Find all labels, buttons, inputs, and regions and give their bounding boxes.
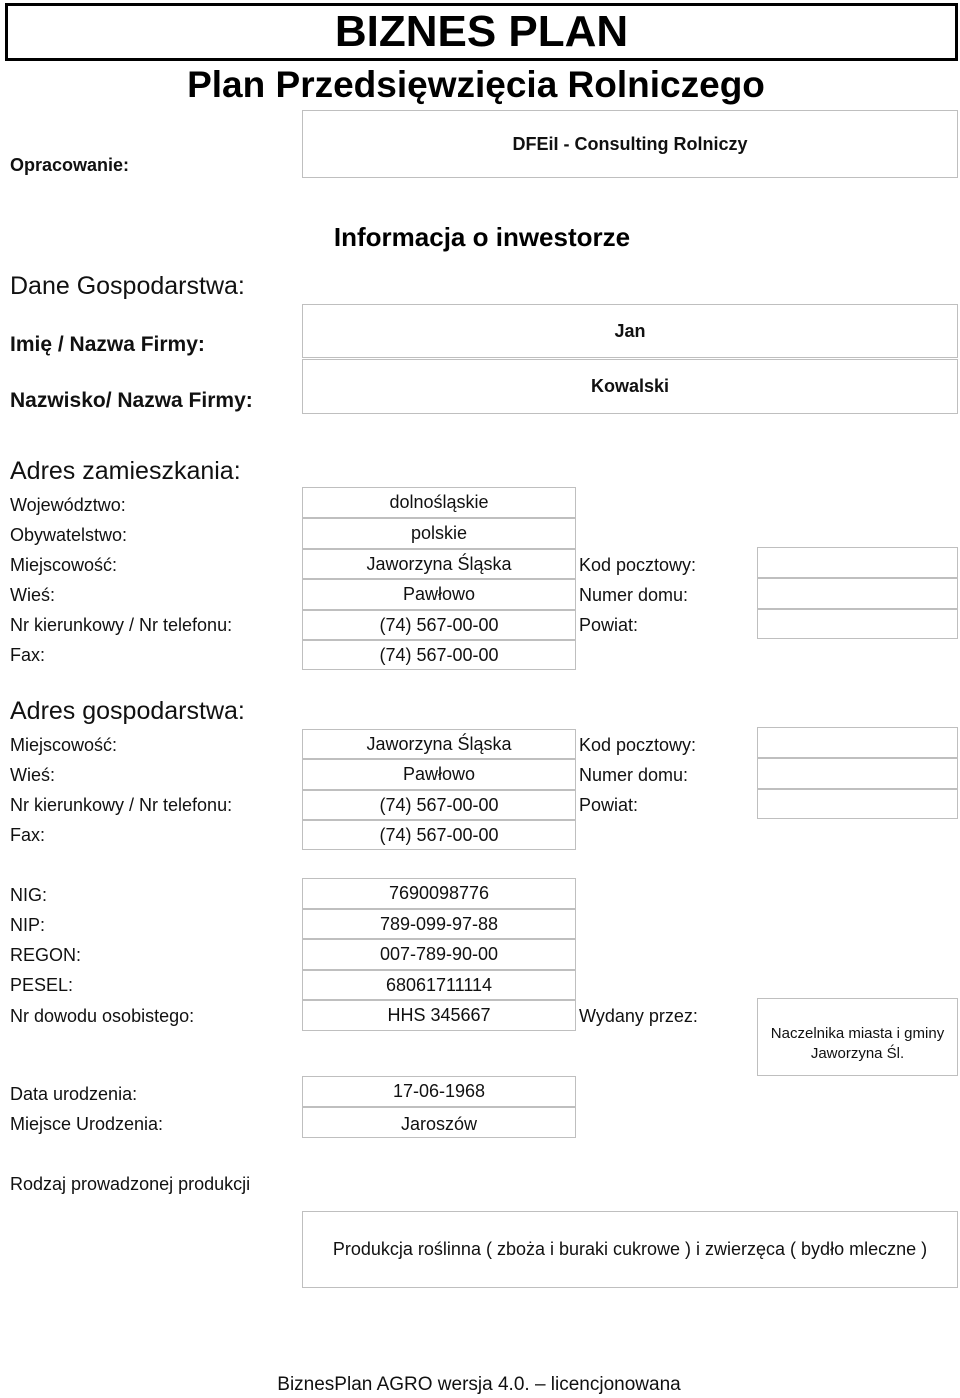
regon-label: REGON:: [10, 945, 82, 965]
document-subtitle: Plan Przedsięwzięcia Rolniczego: [187, 64, 765, 105]
last-name-label: Nazwisko/ Nazwa Firmy:: [10, 389, 253, 412]
production-label: Rodzaj prowadzonej produkcji: [10, 1174, 251, 1194]
res-fax-value: (74) 567-00-00: [302, 640, 576, 670]
farm-postal-value: [757, 727, 958, 758]
farm-house-label: Numer domu:: [579, 765, 689, 785]
farm-fax-value: (74) 567-00-00: [302, 820, 576, 850]
citizenship-value: polskie: [302, 518, 576, 549]
footer-text: BiznesPlan AGRO wersja 4.0. – licencjonowana: [277, 1374, 681, 1395]
farm-data-heading: Dane Gospodarstwa:: [10, 272, 245, 300]
residence-heading: Adres zamieszkania:: [10, 457, 241, 485]
prepared-value: DFEiI - Consulting Rolniczy: [302, 110, 958, 178]
res-postal-label: Kod pocztowy:: [579, 555, 697, 575]
farm-city-label: Miejscowość:: [10, 735, 118, 755]
prepared-label: Opracowanie:: [10, 155, 130, 175]
pesel-label: PESEL:: [10, 975, 74, 995]
nig-value: 7690098776: [302, 878, 576, 909]
farm-postal-label: Kod pocztowy:: [579, 735, 697, 755]
farm-fax-label: Fax:: [10, 825, 46, 845]
issued-value: Naczelnika miasta i gminy Jaworzyna Śl.: [757, 998, 958, 1076]
first-name-label: Imię / Nazwa Firmy:: [10, 333, 205, 356]
res-phone-label: Nr kierunkowy / Nr telefonu:: [10, 615, 233, 635]
farm-phone-value: (74) 567-00-00: [302, 790, 576, 820]
birth-place-value: Jaroszów: [302, 1107, 576, 1138]
birth-date-label: Data urodzenia:: [10, 1084, 138, 1104]
res-county-label: Powiat:: [579, 615, 639, 635]
farm-phone-label: Nr kierunkowy / Nr telefonu:: [10, 795, 233, 815]
farm-county-value: [757, 789, 958, 819]
res-county-value: [757, 609, 958, 639]
res-city-value: Jaworzyna Śląska: [302, 549, 576, 579]
id-card-label: Nr dowodu osobistego:: [10, 1006, 195, 1026]
title-box: [5, 3, 958, 61]
investor-heading: Informacja o inwestorze: [333, 222, 631, 252]
nip-label: NIP:: [10, 915, 46, 935]
res-house-label: Numer domu:: [579, 585, 689, 605]
nip-value: 789-099-97-88: [302, 909, 576, 939]
res-house-value: [757, 578, 958, 609]
farm-city-value: Jaworzyna Śląska: [302, 729, 576, 759]
regon-value: 007-789-90-00: [302, 939, 576, 970]
farm-village-label: Wieś:: [10, 765, 55, 785]
voivodeship-label: Województwo:: [10, 495, 126, 515]
issued-label: Wydany przez:: [579, 1006, 698, 1026]
birth-place-label: Miejsce Urodzenia:: [10, 1114, 164, 1134]
res-village-value: Pawłowo: [302, 579, 576, 610]
pesel-value: 68061711114: [302, 970, 576, 1000]
farm-house-value: [757, 758, 958, 789]
res-village-label: Wieś:: [10, 585, 55, 605]
res-postal-value: [757, 547, 958, 578]
res-fax-label: Fax:: [10, 645, 46, 665]
document-title: BIZNES PLAN: [334, 7, 629, 56]
res-city-label: Miejscowość:: [10, 555, 118, 575]
farm-county-label: Powiat:: [579, 795, 639, 815]
citizenship-label: Obywatelstwo:: [10, 525, 128, 545]
birth-date-value: 17-06-1968: [302, 1076, 576, 1107]
production-value: Produkcja roślinna ( zboża i buraki cukrowe ) i zwierzęca ( bydło mleczne ): [302, 1211, 958, 1288]
id-card-value: HHS 345667: [302, 1000, 576, 1031]
farm-address-heading: Adres gospodarstwa:: [10, 697, 245, 725]
res-phone-value: (74) 567-00-00: [302, 610, 576, 640]
voivodeship-value: dolnośląskie: [302, 487, 576, 518]
nig-label: NIG:: [10, 885, 48, 905]
first-name-value: Jan: [302, 304, 958, 358]
farm-village-value: Pawłowo: [302, 759, 576, 790]
last-name-value: Kowalski: [302, 359, 958, 414]
